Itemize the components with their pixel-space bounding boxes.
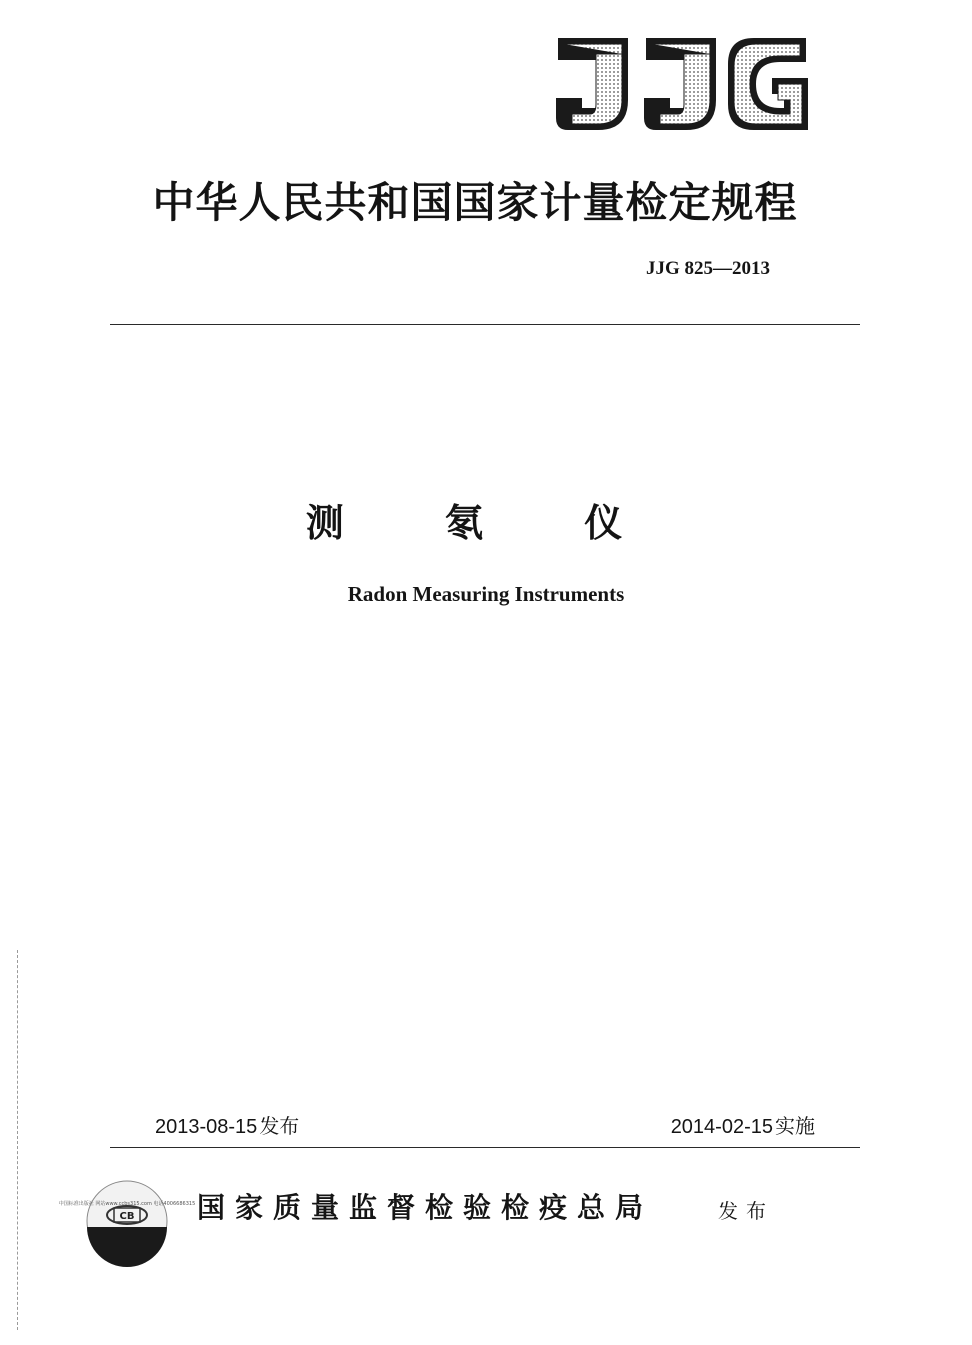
top-divider: [110, 324, 860, 325]
issue-date-label: 发布: [259, 1114, 300, 1138]
standard-number: JJG 825—2013: [645, 258, 770, 279]
issue-date: [155, 1110, 299, 1139]
issue-date-value: 2013-08-15: [155, 1116, 258, 1138]
document-title-english: Radon Measuring Instruments: [347, 582, 625, 606]
bottom-divider: [110, 1147, 860, 1148]
logo-letter-g: [728, 38, 808, 130]
publisher-suffix: 发布: [718, 1199, 774, 1223]
document-title-chinese: 测 氡 仪: [305, 501, 667, 545]
implementation-date-label: 实施: [775, 1114, 815, 1138]
logo-letter-j-1: [556, 38, 628, 130]
seal-text: 中国标准出版社 网站www.ccbs315.com 电话4006686315: [58, 1201, 196, 1207]
implementation-date-value: 2014-02-15: [670, 1116, 773, 1138]
implementation-date: [671, 1110, 815, 1139]
scan-edge-mark: [17, 950, 18, 1330]
svg-text:CB: CB: [119, 1211, 135, 1222]
publisher-name: 国家质量监督检验检疫总局: [197, 1191, 654, 1224]
publisher-seal-icon: [58, 1175, 196, 1267]
logo-letter-j-2: [644, 38, 716, 130]
main-title: 中华人民共和国国家计量检定规程: [152, 178, 798, 227]
logo-text: JJG: [548, 30, 550, 31]
jjg-logo: [548, 30, 810, 140]
